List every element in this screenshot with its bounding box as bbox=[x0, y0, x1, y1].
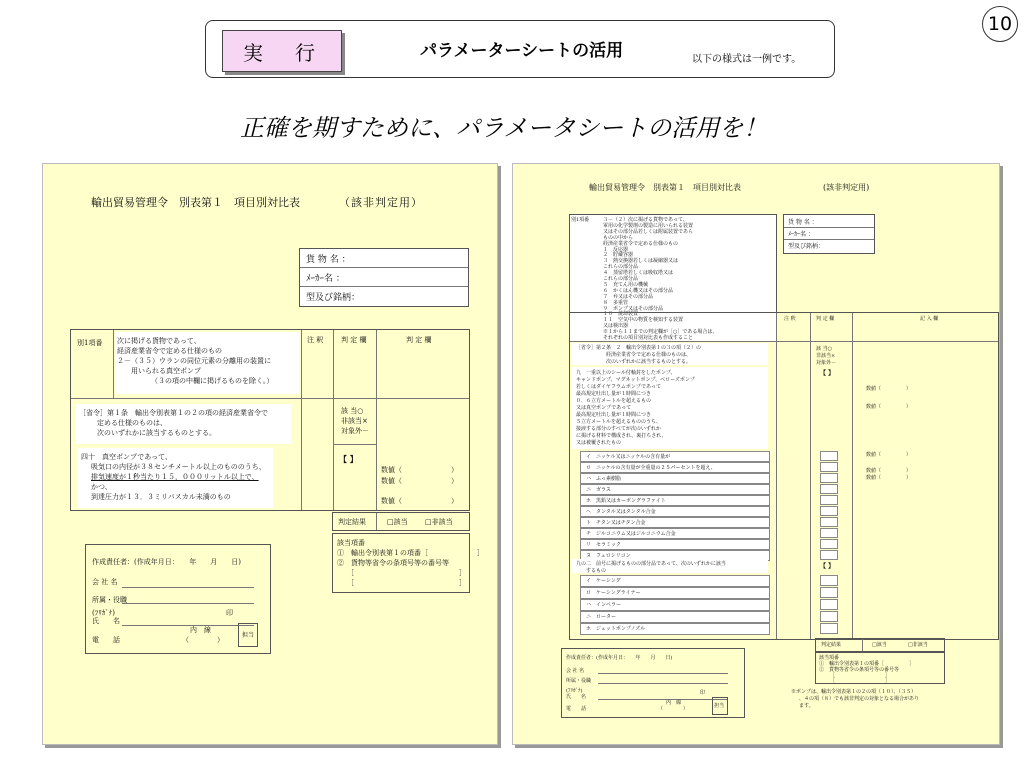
model-field: 型及び銘柄： bbox=[788, 243, 825, 250]
result-label: 判定結果 bbox=[338, 518, 366, 526]
clause9-line: 九 一重以上のシール付軸封をしたポンプ、 bbox=[576, 370, 676, 376]
part-judge-cell[interactable] bbox=[820, 611, 838, 622]
part-judge-cell[interactable] bbox=[820, 575, 838, 586]
item-label: 別1項番 bbox=[77, 339, 103, 347]
author-box bbox=[561, 648, 745, 718]
material-judge-cell[interactable] bbox=[820, 506, 838, 516]
item-text-line: 経済産業省令で定める仕様のもの bbox=[603, 240, 679, 247]
name-label: 氏 名 bbox=[566, 694, 587, 700]
clause9-line: 又は被覆されたもの bbox=[576, 440, 622, 446]
clause9-line: 又は真空ポンプであって bbox=[576, 405, 632, 411]
result-label: 判定結果 bbox=[821, 642, 842, 648]
value-field: 数値（ ） bbox=[381, 466, 458, 474]
author-box bbox=[85, 544, 271, 654]
material-judge-cell[interactable] bbox=[820, 495, 838, 505]
pump-note-line: ます。 bbox=[799, 703, 814, 709]
item-text-line: １１ 空気中の物質を検知する装置 bbox=[603, 317, 684, 324]
extension-field: （ ） bbox=[182, 636, 224, 644]
item-table bbox=[569, 312, 999, 640]
jikko-stamp: 実 行 bbox=[222, 30, 342, 72]
material-label: ヘ タンタル又はタンタル合金 bbox=[586, 509, 656, 515]
judge-bracket: 【 】 bbox=[339, 454, 358, 464]
name-label: 氏 名 bbox=[92, 617, 120, 625]
applicable-line: ［ ］ bbox=[347, 569, 466, 577]
item-text-line: 軍用の化学製剤の製造に用いられる装置 bbox=[603, 222, 694, 229]
furigana-label: (ﾌﾘｶﾞﾅ) bbox=[566, 688, 583, 694]
part-judge-cell[interactable] bbox=[820, 587, 838, 598]
material-label: チ ジルコニウム又はジルコニウム合金 bbox=[586, 531, 676, 537]
applicable-item-box bbox=[332, 533, 484, 593]
item-text-line: ※１から１１までの判定欄が［○］である場合は、 bbox=[603, 329, 718, 336]
item-text-line: 経済産業省令で定める仕様のもの bbox=[117, 347, 222, 355]
item-text-line: １ 反応器 bbox=[603, 246, 629, 253]
material-label: ト チタン又はチタン合金 bbox=[586, 520, 646, 526]
material-judge-cell[interactable] bbox=[820, 451, 838, 461]
item-text-line: 又はその部分品若しくは附属装置であら bbox=[603, 228, 694, 235]
part-label: イ ケーシング bbox=[586, 578, 621, 584]
result-option-applicable[interactable]: □該当 bbox=[872, 642, 887, 648]
extension-field: （ ） bbox=[658, 706, 689, 712]
item-label: 別1項番 bbox=[571, 217, 590, 223]
clause9-line: 若しくはダイヤフラムポンプであって bbox=[576, 384, 661, 390]
staff-stamp-box bbox=[712, 697, 728, 715]
ordinance-line: 次のいずれかに該当するものとする。 bbox=[606, 359, 692, 365]
value-field: 数値（ ） bbox=[866, 404, 912, 410]
clause-line: 排気速度が１秒当たり１５，０００リットル以上で、 bbox=[91, 473, 259, 481]
part-judge-cell[interactable] bbox=[820, 623, 838, 634]
material-label: ニ ガラス bbox=[586, 487, 611, 493]
clause9-line: ０．６立方メートルを超えるもの bbox=[576, 398, 652, 404]
material-judge-cell[interactable] bbox=[820, 528, 838, 538]
col-header-judge2: 判 定 欄 bbox=[406, 336, 432, 344]
item-text-line: それぞれの項目別対比表も作成すること bbox=[603, 335, 694, 341]
item-text-line: ものの中から bbox=[603, 234, 634, 241]
model-field: 型及び銘柄： bbox=[306, 293, 361, 303]
applicable-line: ② 貨物等省令の条項号等の番号等 bbox=[819, 667, 900, 673]
judge-bracket: 【 】 bbox=[820, 370, 835, 377]
value-field: 数値（ ） bbox=[866, 386, 912, 392]
item-text-line: 又は検出器 bbox=[603, 323, 629, 330]
applicable-line: ［ ］ bbox=[347, 579, 466, 587]
judge-option: 該 当○ bbox=[341, 407, 364, 415]
clause-line: かつ、 bbox=[91, 483, 112, 491]
clause9-line: 接液する部分のすべてが次のいずれか bbox=[576, 426, 661, 432]
item-text-line: ９ ポンプ又はその部分品 bbox=[603, 305, 664, 312]
staff-label: 担当 bbox=[242, 632, 255, 639]
seal-label: 印 bbox=[226, 609, 233, 617]
applicable-line: 該当項番 bbox=[337, 539, 365, 547]
goods-info-box bbox=[299, 248, 469, 307]
judge-option: 対象外－ bbox=[341, 427, 369, 435]
author-line: 作成責任者：(作成年月日： 年 月 日) bbox=[566, 655, 673, 661]
phone-label: 電 話 bbox=[92, 636, 120, 644]
value-field: 数値（ ） bbox=[381, 497, 458, 505]
material-label: イ ニッケル又はニッケルの含有量が bbox=[586, 454, 671, 460]
company-label: 会 社 名 bbox=[566, 668, 585, 674]
clause9-2-line: するもの bbox=[586, 568, 607, 574]
material-judge-cell[interactable] bbox=[820, 517, 838, 527]
material-label: ハ ふっ素樹脂 bbox=[586, 476, 622, 482]
item-text-line: 次に掲げる貨物であって、 bbox=[117, 337, 201, 345]
clause9-line: 最高規定吐出し量が１時間につき bbox=[576, 412, 651, 418]
col-header-notes: 注 釈 bbox=[784, 316, 796, 322]
material-label: ホ 黒鉛又はカーボングラファイト bbox=[586, 498, 666, 504]
material-label: ロ ニッケルの含有量が全重量の２５パーセントを超え、 bbox=[586, 465, 716, 471]
item-text-line: これらの部分品 bbox=[603, 264, 639, 271]
material-label: リ セラミック bbox=[586, 542, 621, 548]
staff-label: 担当 bbox=[714, 703, 725, 709]
slide-subtitle: 正確を期すために、パラメータシートの活用を！ bbox=[240, 114, 768, 142]
col-header-notes: 注 釈 bbox=[307, 336, 324, 344]
item-text-line: ６ かくはん機又はその部分品 bbox=[603, 287, 674, 294]
sheet-title: 輸出貿易管理令 別表第１ 項目別対比表 bbox=[589, 183, 741, 192]
col-header-entry: 記 入 欄 bbox=[920, 316, 939, 322]
ordinance-line: 定める仕様のものは、 bbox=[97, 419, 167, 427]
material-judge-cell[interactable] bbox=[820, 484, 838, 494]
col-header-judge: 判 定 欄 bbox=[341, 336, 367, 344]
judge-bracket-parts: 【 】 bbox=[820, 563, 835, 570]
item-text-line: （３の項の中欄に掲げるものを除く。） bbox=[151, 377, 274, 385]
pump-note-line: 、４の項（８）でも該非判定の対象となる場合があり bbox=[799, 696, 920, 702]
goods-name-field: 貨 物 名 ： bbox=[306, 255, 351, 265]
part-label: ロ ケーシングライナー bbox=[586, 590, 641, 596]
material-judge-cell[interactable] bbox=[820, 462, 838, 472]
slide-title: パラメーターシートの活用 bbox=[420, 41, 624, 61]
part-label: ホ ジェットポンプノズル bbox=[586, 626, 646, 632]
material-judge-cell[interactable] bbox=[820, 539, 838, 549]
clause-line: 吸気口の内径が３８センチメートル以上のもののうち、 bbox=[91, 463, 266, 471]
item-text-line: ２－（３５）ウランの同位元素の分離用の装置に bbox=[117, 357, 271, 365]
applicable-line: ① 輸出令別表第１の項番［ ］ bbox=[819, 661, 915, 667]
value-field: 数値（ ） bbox=[866, 468, 912, 474]
applicable-line: 該当項番 bbox=[819, 655, 840, 661]
value-field: 数値（ ） bbox=[866, 452, 912, 458]
item-text-line: これらの部分品 bbox=[603, 276, 639, 282]
extension-label: 内 線 bbox=[190, 626, 211, 634]
judge-option: 該 当○ bbox=[816, 346, 832, 352]
phone-label: 電 話 bbox=[566, 706, 587, 712]
ordinance-line: 経済産業省令で定める仕様のものは、 bbox=[606, 352, 692, 358]
material-judge-cell[interactable] bbox=[820, 550, 838, 560]
item-text-line: ７ 弁又はその部分品 bbox=[603, 293, 654, 300]
clause9-line: 最高規定吐出し量が１時間につき bbox=[576, 391, 651, 397]
col-header-judge: 判 定 欄 bbox=[816, 316, 835, 322]
company-label: 会 社 名 bbox=[92, 578, 118, 586]
goods-name-field: 貨 物 名 ： bbox=[788, 219, 818, 226]
applicable-line: ① 輸出令別表第１の項番［ ］ bbox=[337, 549, 484, 557]
clause9-line: に掲げる材料で構成され、裏打ちされ、 bbox=[576, 433, 667, 439]
clause-line: 四十 真空ポンプであって、 bbox=[81, 453, 172, 461]
item-table bbox=[70, 329, 470, 511]
clause9-line: キャンドポンプ、マグネットポンプ、ベローズポンプ bbox=[576, 377, 695, 383]
judge-option: 対象外－ bbox=[816, 360, 837, 366]
applicable-line: ［ ］ bbox=[830, 673, 891, 679]
staff-stamp-box bbox=[238, 623, 258, 647]
applicable-line: ［ ］ bbox=[830, 678, 891, 684]
result-option-not-applicable[interactable]: □非該当 bbox=[425, 518, 453, 526]
result-option-not-applicable[interactable]: □非該当 bbox=[908, 642, 928, 648]
item-text-line: 用いられる真空ポンプ bbox=[131, 367, 201, 375]
position-label: 所属・役職 bbox=[566, 678, 592, 684]
goods-info-box bbox=[783, 214, 875, 254]
item-text-line: ３－（２）次に掲げる貨物であって、 bbox=[603, 217, 688, 223]
ordinance-line: ［省令］第２条 ２ 輸出令別表第１の３の項（２）の bbox=[576, 345, 702, 351]
item-text-line: ８ 多重管 bbox=[603, 299, 629, 306]
judge-option: 非該当× bbox=[341, 417, 368, 425]
sheet-title-tag: （該非判定用） bbox=[339, 196, 423, 209]
value-field: 数値（ ） bbox=[381, 477, 458, 485]
applicable-line: ② 貨物等省令の条項号等の番号等 bbox=[337, 559, 449, 567]
part-judge-cell[interactable] bbox=[820, 599, 838, 610]
parameter-sheet-right bbox=[512, 163, 1000, 745]
part-label: ニ ローター bbox=[586, 614, 617, 620]
maker-field: ﾒｰｶｰ名 ： bbox=[788, 231, 814, 238]
material-judge-cell[interactable] bbox=[820, 473, 838, 483]
item-text-line: ５ 充てん用の機械 bbox=[603, 281, 649, 288]
author-line: 作成責任者：(作成年月日： 年 月 日) bbox=[92, 558, 241, 566]
seal-label: 印 bbox=[700, 690, 706, 696]
ordinance-line: ［省令］第１条 輸出令別表第１の２の項の経済産業省令で bbox=[79, 409, 268, 417]
item-text-line: １０ 焼却装置 bbox=[603, 311, 639, 318]
value-field: 数値（ ） bbox=[866, 475, 912, 481]
extension-label: 内 線 bbox=[666, 700, 682, 706]
ordinance-line: 次のいずれかに該当するものとする。 bbox=[97, 429, 216, 437]
clause9-line: ５立方メートルを超えるもののうち、 bbox=[576, 419, 662, 425]
pump-note-line: ※ポンプは、輸出令別表第１の２の項（１０）、（３５） bbox=[791, 689, 917, 695]
result-option-applicable[interactable]: □該当 bbox=[387, 518, 408, 526]
page-number: 10 bbox=[982, 6, 1018, 42]
material-label: ヌ フェロシリコン bbox=[586, 553, 631, 559]
applicable-item-box bbox=[815, 652, 945, 684]
part-label: ハ インペラー bbox=[586, 602, 622, 608]
example-note: 以下の様式は一例です。 bbox=[692, 54, 802, 65]
clause-line: 到達圧力が１３．３ミリパスカル未満のもの bbox=[91, 493, 231, 501]
item-text-line: ４ 蒸留塔若しくは吸収塔又は bbox=[603, 270, 674, 277]
item-text-line: ２ 貯蔵容器 bbox=[603, 252, 634, 259]
judge-option: 非該当× bbox=[816, 353, 836, 359]
furigana-label: (ﾌﾘｶﾞﾅ) bbox=[92, 609, 115, 617]
position-label: 所属・役職 bbox=[92, 596, 127, 604]
sheet-title-tag: (該非判定用) bbox=[823, 183, 870, 192]
maker-field: ﾒｰｶｰ名 ： bbox=[306, 274, 345, 284]
judgement-result-row bbox=[332, 512, 470, 531]
parameter-sheet-left bbox=[42, 163, 498, 745]
judgement-result-row bbox=[815, 638, 945, 652]
sheet-title: 輸出貿易管理令 別表第１ 項目別対比表 bbox=[91, 196, 300, 209]
clause9-2-line: 九の二 前号に掲げるものの部分品であって、次のいずれかに該当 bbox=[576, 561, 726, 567]
item-text-line: ３ 熱交換器若しくは凝縮器又は bbox=[603, 258, 679, 265]
